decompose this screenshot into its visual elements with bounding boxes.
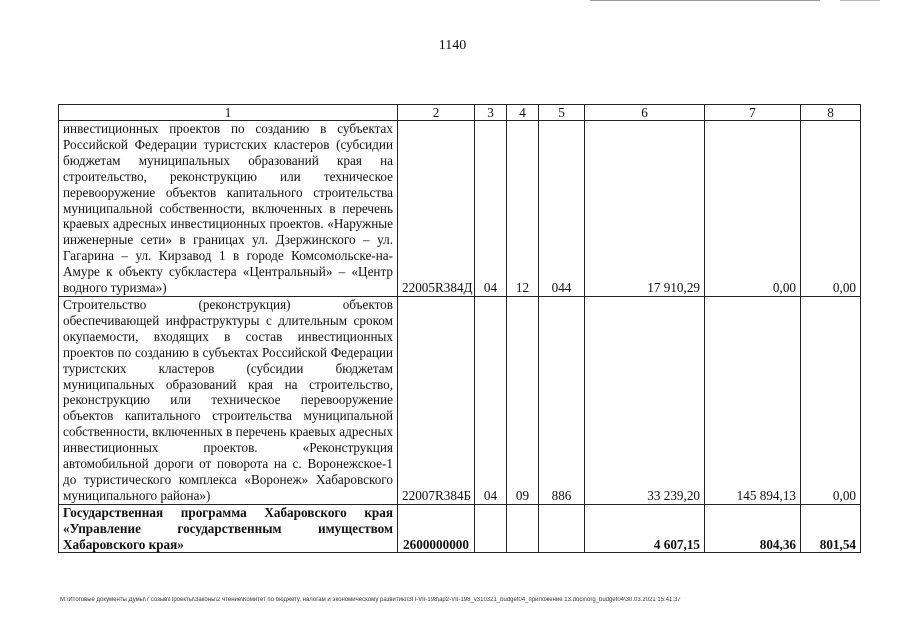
row-name: инвестиционных проектов по созданию в субъектах Российской Федерации туристских кластеров (субсидии бюджетам муниципальных образований края на строительство, реконструкцию или техническое перевооружение объектов капитального строительства муниципальной собственности, включенных в перечень краевых адресных инвестиционных проектов. «Наружные инженерные сети» в границах ул. Дзержинского – ул. Гагарина – ул. Кирзавод 1 в городе Комсомольске-на-Амуре к объекту субкластера «Центральный» – «Центр водного туризма») (59, 121, 398, 297)
header-cell: 4 (507, 105, 539, 121)
header-row (59, 105, 861, 121)
row-section: 04 (475, 296, 507, 504)
row-section (475, 504, 507, 553)
row-code: 2600000000 (398, 504, 475, 553)
row-amount-1: 33 239,20 (585, 296, 705, 504)
row-section: 04 (475, 121, 507, 297)
header-cell: 1 (59, 105, 398, 121)
row-code: 22005R384Д (398, 121, 475, 297)
row-name: Строительство (реконструкция) объектов обеспечивающей инфраструктуры с длительным сроком окупаемости, входящих в состав инвестиционных проектов по созданию в субъектах Российской Федерации туристских кластеров (субсидии бюджетам муниципальных образований края на строительство, реконструкцию или техническое перевооружение объектов капитального строительства муниципальной собственности, включенных в перечень краевых адресных инвестиционных проектов. «Реконструкция автомобильной дороги от поворота на с. Воронежское-1 до туристического комплекса «Воронеж» Хабаровского муниципального района») (59, 296, 398, 504)
top-rule-short (840, 0, 880, 1)
header-cell: 3 (475, 105, 507, 121)
table-row-program (59, 504, 861, 553)
table-row (59, 121, 861, 297)
row-amount-3: 801,54 (801, 504, 861, 553)
row-amount-1: 4 607,15 (585, 504, 705, 553)
row-expense-type: 044 (539, 121, 585, 297)
top-rule (590, 0, 820, 1)
header-cell: 6 (585, 105, 705, 121)
table-row (59, 296, 861, 504)
page-number: 1140 (438, 38, 467, 53)
row-amount-2: 0,00 (705, 121, 801, 297)
row-subsection: 09 (507, 296, 539, 504)
row-subsection (507, 504, 539, 553)
row-code: 22007R384Б (398, 296, 475, 504)
row-expense-type (539, 504, 585, 553)
header-cell: 7 (705, 105, 801, 121)
row-amount-1: 17 910,29 (585, 121, 705, 297)
file-path-footer: M:\Итоговые документы Думы\7 созыв\Проекты\Законы\2 чтение\Комитет по бюджету, налогам и экономическому развитию\ЗП-VII-198\ap2-VII-198_v310321_budget04_приложение 13.docx\org_budget04\30.03.2021 15:41:37 (60, 597, 681, 603)
header-cell: 8 (801, 105, 861, 121)
row-amount-2: 804,36 (705, 504, 801, 553)
budget-table (58, 104, 861, 553)
row-amount-3: 0,00 (801, 296, 861, 504)
row-amount-2: 145 894,13 (705, 296, 801, 504)
row-name: Государственная программа Хабаровского края «Управление государственным имуществом Хабаровского края» (59, 504, 398, 553)
row-subsection: 12 (507, 121, 539, 297)
row-amount-3: 0,00 (801, 121, 861, 297)
header-cell: 5 (539, 105, 585, 121)
row-expense-type: 886 (539, 296, 585, 504)
header-cell: 2 (398, 105, 475, 121)
